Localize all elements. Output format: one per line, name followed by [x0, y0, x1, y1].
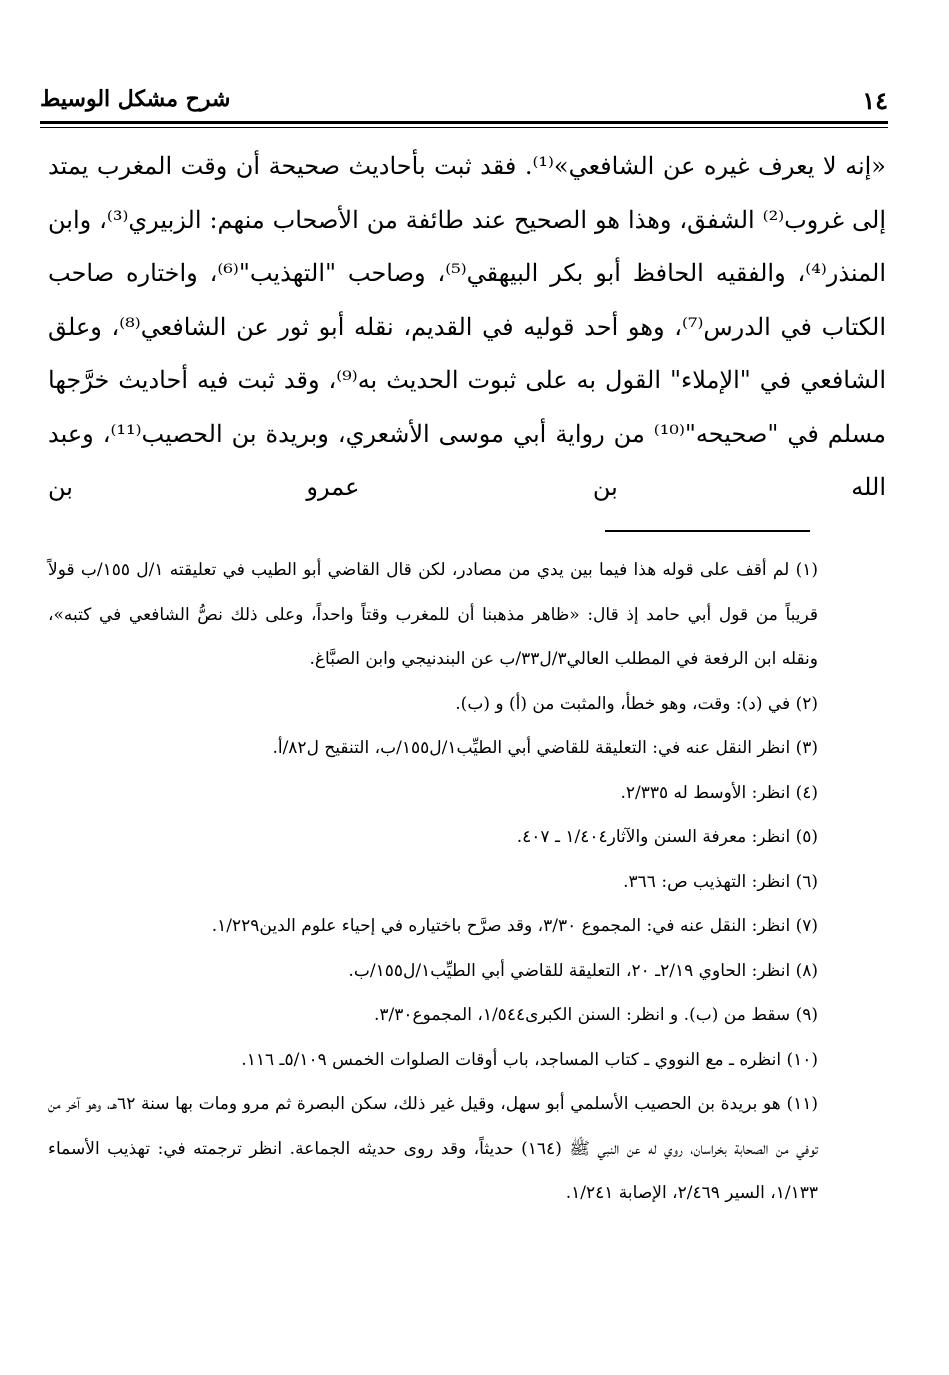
footnote-1: (١) لم أقف على قوله هذا فيما بين يدي من مصادر، لكن قال القاضي أبو الطيب في تعليقته ١/ل ١٥٥/ب قولاً قريباً من قول أبي حامد إذ قال: «ظاهر مذهبنا أن للمغرب وقتاً واحداً، وعلى ذلك نصُّ الشافعي في كتبه»، ونقله ابن الرفعة في المطلب العالي٣/ل٣٣/ب عن البندنيجي وابن الصبَّاغ. [48, 560, 819, 669]
running-title: شرح مشكل الوسيط [40, 86, 231, 112]
header-rule-thin [40, 127, 888, 128]
footnote-separator [605, 530, 810, 532]
footnote-9: (٩) سقط من (ب). و انظر: السنن الكبرى١/٥٤٤، المجموع٣/٣٠. [373, 1005, 818, 1025]
footnote-5: (٥) انظر: معرفة السنن والآثار١/٤٠٤ ـ ٤٠٧. [516, 827, 818, 847]
footnote-3: (٣) انظر النقل عنه في: التعليقة للقاضي أبي الطيِّب١/ل١٥٥/ب، التنقيح ل٨٢/أ. [272, 738, 818, 758]
page-header [40, 80, 888, 120]
footnote-11: (١١) هو بريدة بن الحصيب الأسلمي أبو سهل، وقيل غير ذلك، سكن البصرة ثم مرو ومات بها سنة ٦٢هـ، وهو آخر من توفي من الصحابة بخراسان، روي له عن النبي ﷺ (١٦٤) حديثاً، وقد روى حديثه الجماعة. انظر ترجمته في: تهذيب الأسماء ١/١٣٣، السير ٢/٤٦٩، الإصابة ١/٢٤١. [48, 1094, 818, 1203]
body-paragraph: «إنه لا يعرف غيره عن الشافعي»⁽¹⁾. فقد ثبت بأحاديث صحيحة أن وقت المغرب يمتد إلى غروب⁽²⁾ الشفق، وهذا هو الصحيح عند طائفة من الأصحاب منهم: الزبيري⁽³⁾، وابن المنذر⁽⁴⁾، والفقيه الحافظ أبو بكر البيهقي⁽⁵⁾، وصاحب "التهذيب"⁽⁶⁾، واختاره صاحب الكتاب في الدرس⁽⁷⁾، وهو أحد قوليه في القديم، نقله أبو ثور عن الشافعي⁽⁸⁾، وعلق الشافعي في "الإملاء" القول به على ثبوت الحديث به⁽⁹⁾، وقد ثبت فيه أحاديث خرَّجها مسلم في "صحيحه"⁽¹⁰⁾ من رواية أبي موسى الأشعري، وبريدة بن الحصيب⁽¹¹⁾، وعبد الله بن عمرو بن [48, 152, 887, 501]
footnote-8: (٨) انظر: الحاوي ٢/١٩ـ ٢٠، التعليقة للقاضي أبي الطيِّب١/ل١٥٥/ب. [348, 960, 818, 981]
footnote-10: (١٠) انظره ـ مع النووي ـ كتاب المساجد، باب أوقات الصلوات الخمس ٥/١٠٩ـ ١١٦. [241, 1049, 818, 1070]
footnotes [48, 548, 818, 1216]
main-body [48, 140, 886, 515]
footnote-7: (٧) انظر: النقل عنه في: المجموع ٣/٣٠، وقد صرَّح باختياره في إحياء علوم الدين١/٢٢٩. [211, 916, 818, 936]
footnote-2: (٢) في (د): وقت، وهو خطأ، والمثبت من (أ) و (ب). [455, 693, 818, 714]
footnote-4: (٤) انظر: الأوسط له ٢/٣٣٥. [620, 782, 818, 803]
page-number: ١٤ [862, 86, 888, 115]
footnote-6: (٦) انظر: التهذيب ص: ٣٦٦. [623, 871, 818, 892]
header-rule-thick [40, 121, 888, 124]
